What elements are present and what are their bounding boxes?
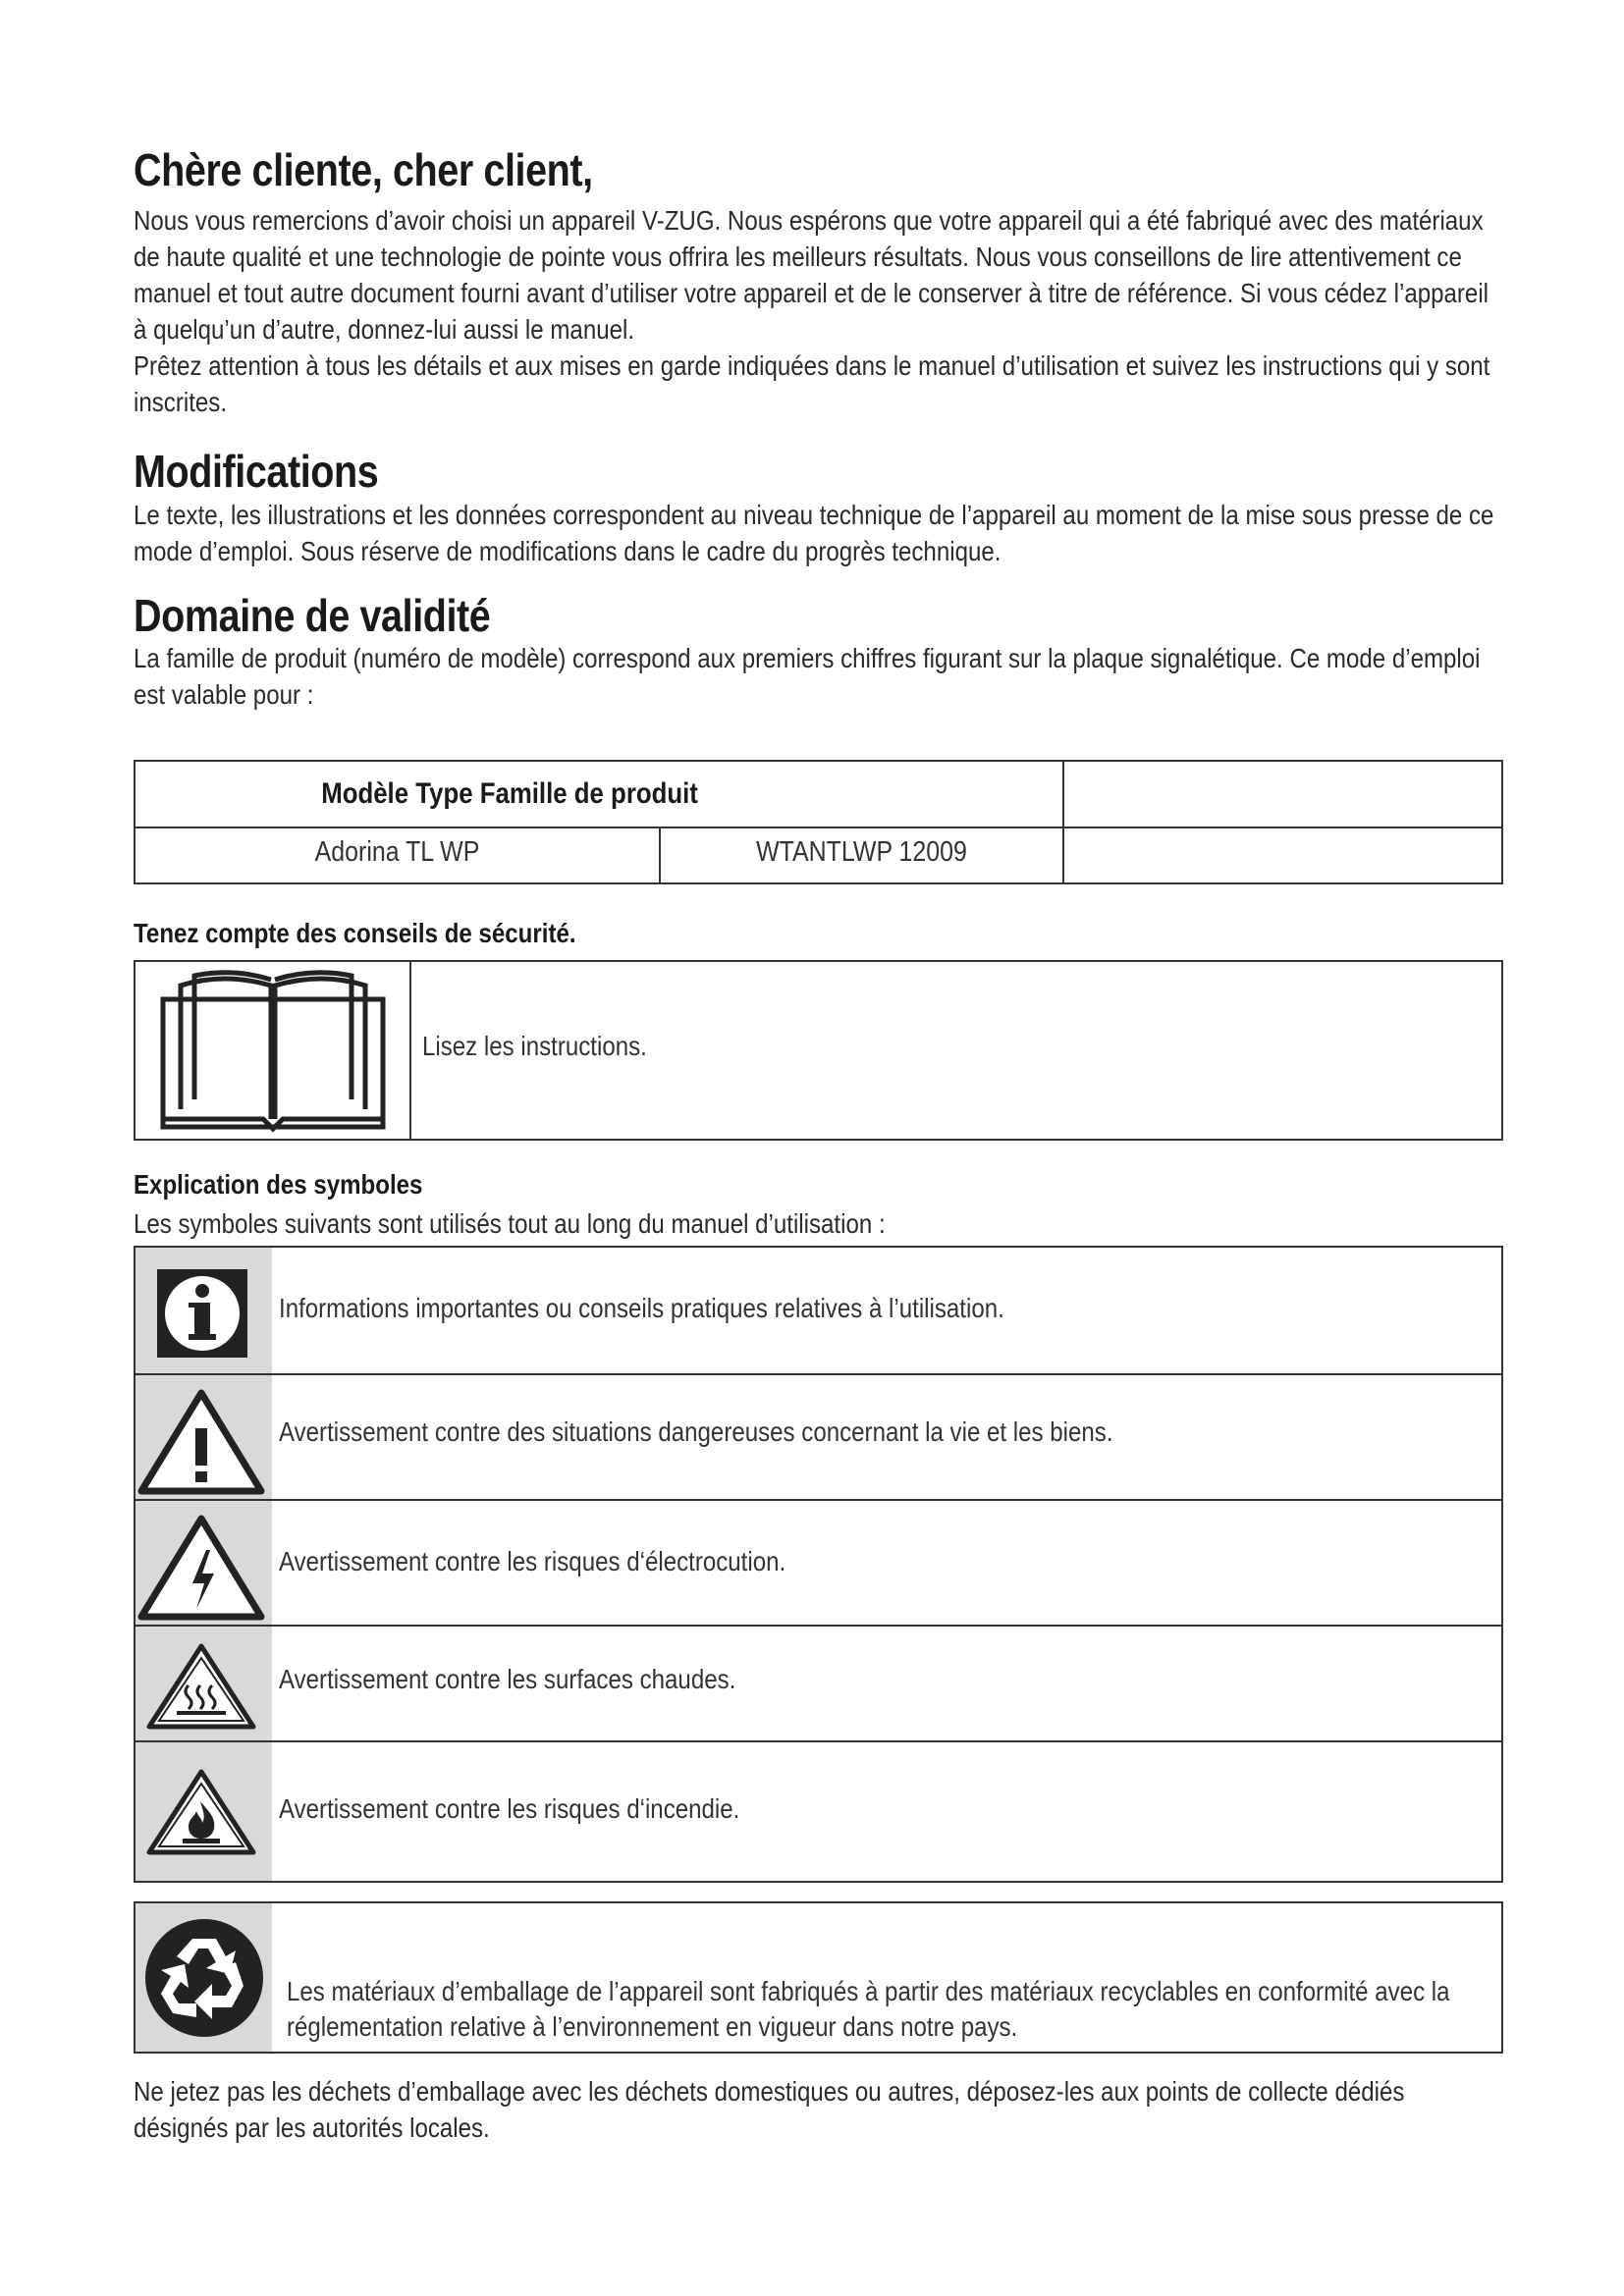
book-icon <box>155 970 391 1133</box>
disposal-paragraph: Ne jetez pas les déchets d’emballage avec les déchets domestiques ou autres, déposez-les aux points de collecte dédiés désignés par les autorités locales. <box>134 2076 1405 2143</box>
recycling-box <box>134 1901 1503 2054</box>
model-table <box>134 760 1503 884</box>
symbols-intro: Les symboles suivants sont utilisés tout au long du manuel d’utilisation : <box>134 1208 886 1239</box>
validity-heading: Domaine de validité <box>134 590 491 641</box>
info-icon <box>137 1269 265 1358</box>
safety-title: Tenez compte des conseils de sécurité. <box>134 918 576 948</box>
fire-icon <box>137 1768 265 1856</box>
recycle-icon <box>143 1917 265 2039</box>
read-instructions-text: Lisez les instructions. <box>422 1031 647 1061</box>
validity-paragraph: La famille de produit (numéro de modèle) correspond aux premiers chiffres figurant sur la plaque signalétique. Ce mode d’emploi est valable pour : <box>134 643 1481 710</box>
symbol-text: Avertissement contre les surfaces chaudes. <box>279 1664 736 1694</box>
hot-surface-icon <box>137 1642 265 1731</box>
symbol-row-electric <box>135 1499 1501 1627</box>
symbol-text: Avertissement contre les risques d‘électrocution. <box>279 1546 786 1576</box>
symbol-row-info <box>135 1248 1501 1375</box>
read-instructions-box <box>134 960 1503 1141</box>
table-header: Modèle Type Famille de produit <box>321 777 698 810</box>
warning-icon <box>137 1387 265 1495</box>
symbol-text: Avertissement contre des situations dangereuses concernant la vie et les biens. <box>279 1416 1113 1447</box>
modifications-heading: Modifications <box>134 446 379 497</box>
greeting-paragraph-2: Prêtez attention à tous les détails et aux mises en garde indiquées dans le manuel d’utilisation et suivez les instructions qui y sont inscrites. <box>134 350 1490 417</box>
recycling-text: Les matériaux d’emballage de l’appareil sont fabriqués à partir des matériaux recyclables en conformité avec la réglementation relative à l’environnement en vigueur dans notre pays. <box>287 1976 1450 2042</box>
symbol-row-fire <box>135 1740 1501 1881</box>
greeting-text <box>134 202 1503 420</box>
electric-shock-icon <box>137 1513 265 1621</box>
greeting-paragraph: Nous vous remercions d’avoir choisi un appareil V-ZUG. Nous espérons que votre appareil qui a été fabriqué avec des matériaux de haute qualité et une technologie de pointe vous offrira les meilleurs résultats. Nous vous conseillons de lire attentivement ce manuel et tout autre document fourni avant d’utiliser votre appareil et de le conserver à titre de référence. Si vous cédez l’appareil à quelqu’un d’autre, donnez-lui aussi le manuel. <box>134 205 1489 345</box>
symbol-row-warning <box>135 1373 1501 1501</box>
product-family-cell: WTANTLWP 12009 <box>756 836 967 868</box>
symbol-text: Avertissement contre les risques d‘incendie. <box>279 1793 740 1824</box>
greeting-heading: Chère cliente, cher client, <box>134 144 593 195</box>
model-cell: Adorina TL WP <box>314 836 480 868</box>
table-row <box>135 827 1501 882</box>
symbols-title: Explication des symboles <box>134 1169 423 1200</box>
symbol-text: Informations importantes ou conseils pratiques relatives à l’utilisation. <box>279 1293 1004 1323</box>
table-divider <box>659 827 661 882</box>
table-header-row <box>135 762 1501 828</box>
symbol-row-hot <box>135 1625 1501 1742</box>
modifications-paragraph: Le texte, les illustrations et les données correspondent au niveau technique de l’appareil au moment de la mise sous presse de ce mode d’emploi. Sous réserve de modifications dans le cadre du progrès technique. <box>134 500 1494 566</box>
symbols-table <box>134 1246 1503 1883</box>
